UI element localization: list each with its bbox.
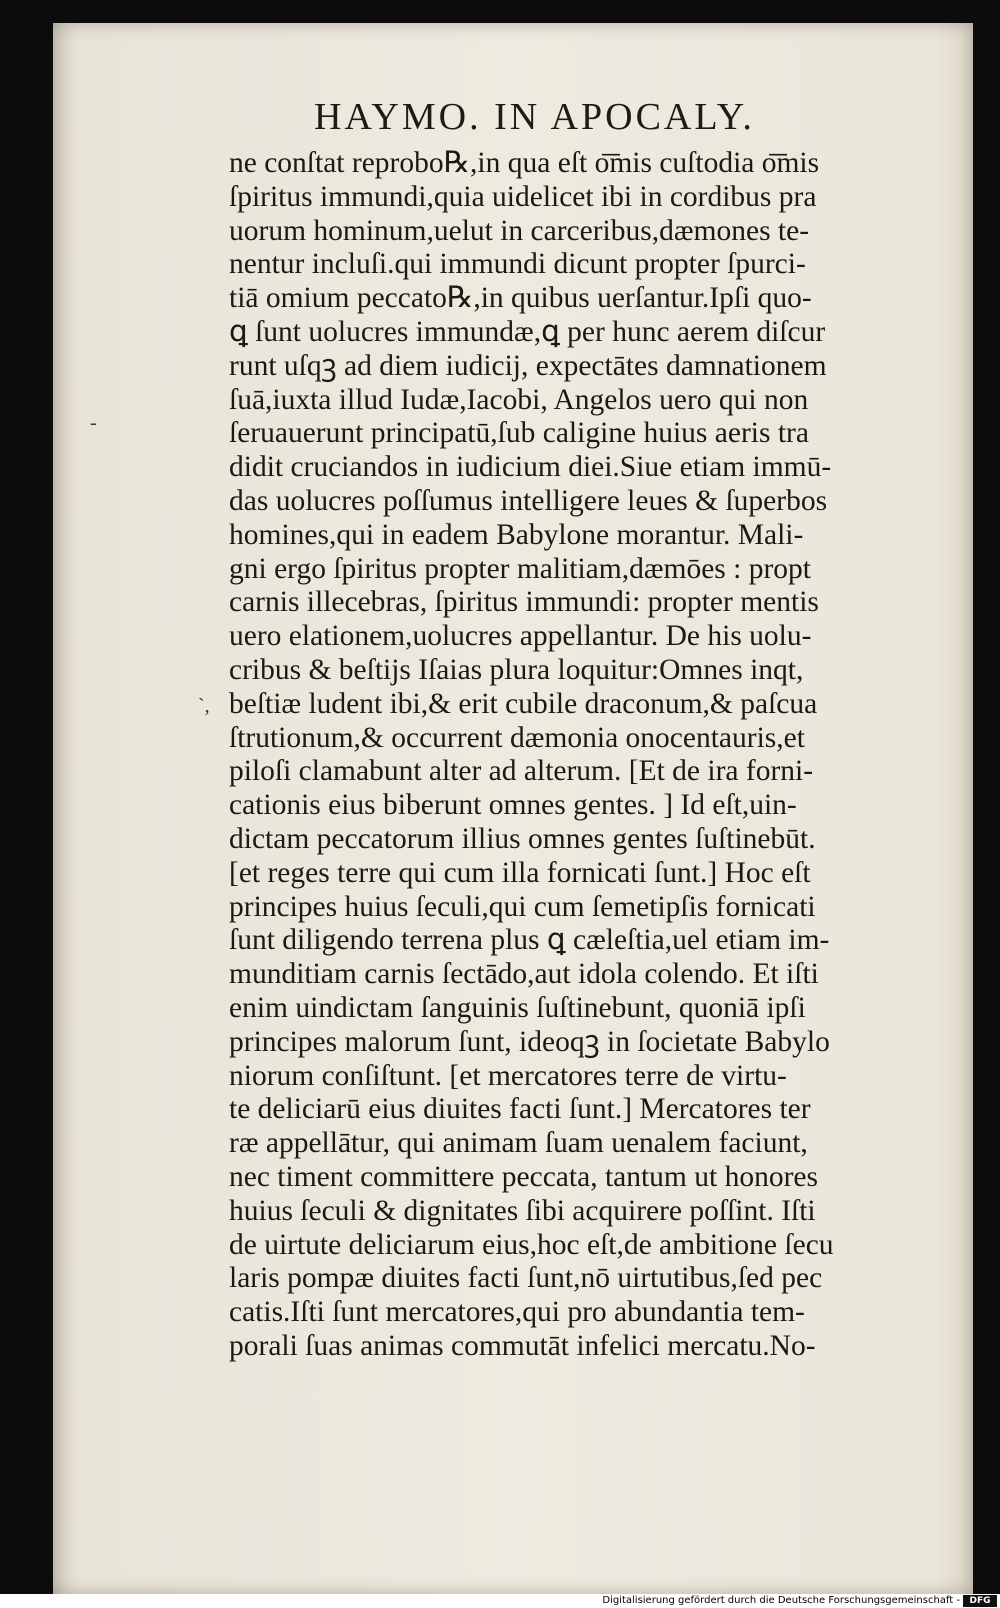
text-line: dictam peccatorum illius omnes gentes ſuſtinebūt. <box>229 823 816 855</box>
text-line: runt uſqꝫ ad diem iudicij, expectātes damnationem <box>229 349 827 382</box>
text-line: homines,qui in eadem Babylone morantur. Mali- <box>229 518 804 551</box>
running-head: HAYMO. IN APOCALY. <box>314 96 755 138</box>
text-line: tiā omium peccato℞,in quibus uerſantur.Ipſi quo- <box>229 282 812 315</box>
text-line: nec timent committere peccata, tantum ut honores <box>229 1161 818 1193</box>
text-line: enim uindictam ſanguinis ſuſtinebunt, quoniā ipſi <box>229 992 806 1024</box>
text-line: niorum conſiſtunt. [et mercatores terre de virtu- <box>229 1059 787 1092</box>
text-line: cationis eius biberunt omnes gentes. ] Id eſt,uin- <box>229 789 797 822</box>
text-line: huius ſeculi & dignitates ſibi acquirere poſſint. Iſti <box>229 1194 816 1227</box>
text-line: te deliciarū eius diuites facti ſunt.] Mercatores ter <box>229 1093 811 1126</box>
text-line: ſpiritus immundi,quia uidelicet ibi in cordibus pra <box>229 180 817 213</box>
funding-credit: Digitalisierung gefördert durch die Deutsche Forschungsgemeinschaft - <box>602 1595 960 1606</box>
text-line: de uirtute deliciarum eius,hoc eſt,de ambitione ſecu <box>229 1228 834 1261</box>
text-line: principes huius ſeculi,qui cum ſemetipſis fornicati <box>229 890 816 923</box>
text-line: uero elationem,uolucres appellantur. De his uolu- <box>229 620 812 653</box>
text-line: catis.Iſti ſunt mercatores,qui pro abundantia tem- <box>229 1296 805 1329</box>
text-line: ſuā,iuxta illud Iudæ,Iacobi, Angelos uero qui non <box>229 383 809 416</box>
text-line: munditiam carnis ſectādo,aut idola colendo. Et iſti <box>229 958 819 991</box>
text-line: ſunt diligendo terrena plus ꝗ cæleſtia,uel etiam im- <box>229 924 830 957</box>
text-line: principes malorum ſunt, ideoqꝫ in ſocietate Babylo <box>229 1025 830 1058</box>
text-line: ꝗ ſunt uolucres immundæ,ꝗ per hunc aerem diſcur <box>229 316 826 348</box>
text-line: [et reges terre qui cum illa fornicati ſunt.] Hoc eſt <box>229 856 811 889</box>
dfg-logo: DFG <box>963 1595 997 1607</box>
footer-bar <box>0 1594 1000 1608</box>
text-line: uorum hominum,uelut in carceribus,dæmones te- <box>229 214 810 247</box>
text-line: gni ergo ſpiritus propter malitiam,dæmōes : propt <box>229 552 812 585</box>
text-line: beſtiæ ludent ibi,& erit cubile draconum,& paſcua <box>229 687 818 720</box>
text-line: das uolucres poſſumus intelligere leues & ſuperbos <box>229 485 828 517</box>
margin-mark: `, <box>198 695 210 717</box>
text-line: piloſi clamabunt alter ad alterum. [Et de ira forni- <box>229 755 814 788</box>
text-line: didit cruciandos in iudicium diei.Siue etiam immū- <box>229 451 832 484</box>
text-line: ne conſtat reprobo℞,in qua eſt o͞mis cuſtodia o͞mis <box>229 147 820 179</box>
text-line: porali ſuas animas commutāt infelici mercatu.No- <box>229 1330 816 1362</box>
text-line: ſeruauerunt principatū,ſub caligine huius aeris tra <box>229 417 809 450</box>
text-line: ræ appellātur, qui animam ſuam uenalem faciunt, <box>229 1127 808 1160</box>
text-line: ſtrutionum,& occurrent dæmonia onocentauris,et <box>229 721 805 754</box>
text-line: nentur incluſi.qui immundi dicunt propter ſpurci- <box>229 248 806 281</box>
text-line: laris pompæ diuites facti ſunt,nō uirtutibus,ſed pec <box>229 1262 823 1295</box>
text-line: cribus & beſtijs Iſaias plura loquitur:Omnes inqt, <box>229 654 804 686</box>
text-line: carnis illecebras, ſpiritus immundi: propter mentis <box>229 586 819 619</box>
margin-mark: - <box>90 412 97 434</box>
